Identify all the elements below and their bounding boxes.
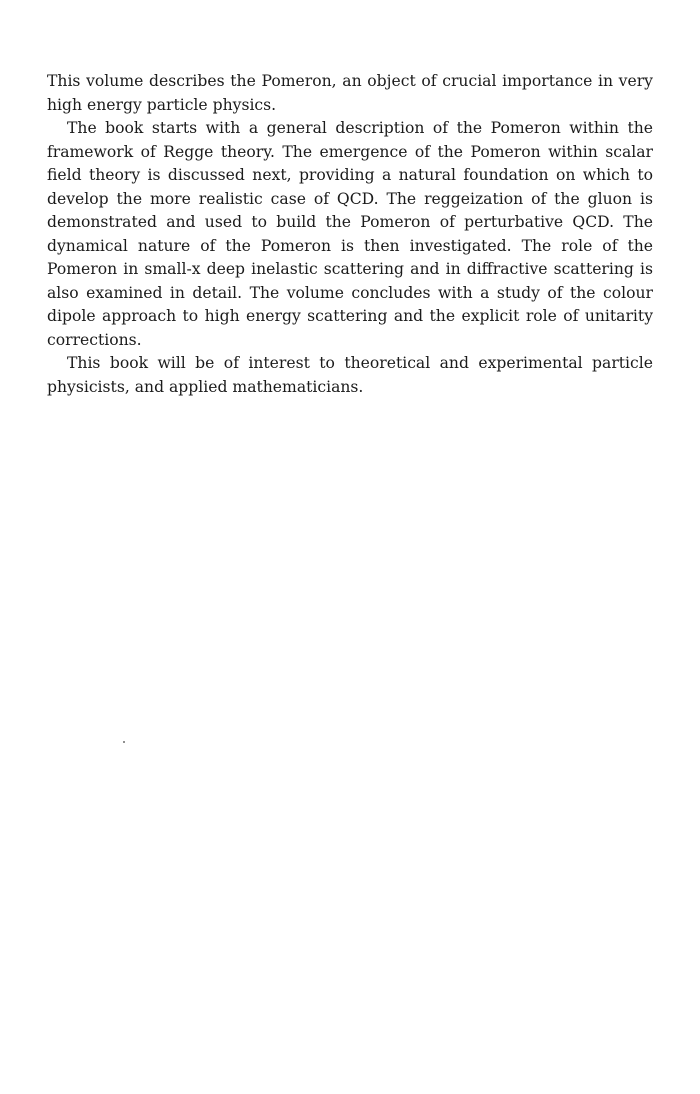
paragraph-contents: The book starts with a general description of the Pomeron within the framework of Regge theory. The emergence of the Pomeron within scalar field theory is discussed next, providing a natural foundation on which to develop the more realistic case of QCD. The reggeization of the gluon is demonstrated and used to build the Pomeron of perturbative QCD. The dynamical nature of the Pomeron is then investigated. The role of the Pomeron in small-x deep inelastic scattering and in diffractive scattering is also examined in detail. The volume concludes with a study of the colour dipole approach to high energy scattering and the explicit role of unitarity corrections.	[47, 119, 653, 349]
paragraph-intro: This volume describes the Pomeron, an object of crucial importance in very high energy particle physics.	[47, 72, 653, 114]
book-description	[47, 70, 653, 399]
paragraph-audience: This book will be of interest to theoretical and experimental particle physicists, and applied mathematicians.	[47, 354, 653, 396]
scan-speck	[123, 741, 125, 743]
